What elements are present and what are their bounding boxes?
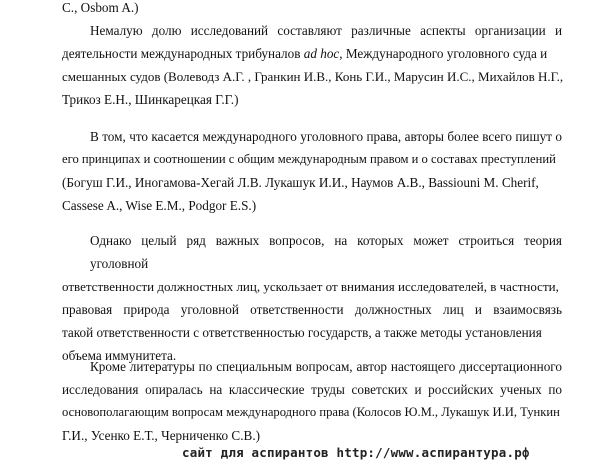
italic-term: ad hoc (303, 46, 340, 61)
text-line: ответственности должностных лиц, ускользает от внимания исследователей, в частности, (62, 279, 559, 294)
text-line: В том, что касается международного уголовного права, авторы более всего пишут о (90, 129, 562, 144)
paragraph-1 (62, 19, 562, 111)
text-line: С., Osbom A.) (62, 0, 139, 15)
paragraph-0 (62, 0, 562, 19)
text-line: (Богуш Г.И., Иногамова-Хегай Л.В. Лукашук И.И., Наумов А.В., Bassiouni M. Cherif, (62, 175, 539, 190)
site-watermark: сайт для аспирантов http://www.аспирантура.рф (182, 445, 530, 460)
paragraph-3 (62, 229, 562, 367)
text-line: объема иммунитета. (62, 348, 177, 363)
text-line: Однако целый ряд важных вопросов, на которых может строиться теория уголовной (90, 233, 562, 271)
paragraph-4 (62, 355, 562, 447)
text-line: его принципах и соотношении с общим международным правом и о составах преступлений (62, 152, 556, 166)
paragraph-2 (62, 125, 562, 217)
text-line: смешанных судов (Волеводз А.Г. , Гранкин И.В., Конь Г.И., Марусин И.С., Михайлов Н.Г., (62, 69, 564, 84)
text-line (62, 42, 562, 65)
text-line: Г.И., Усенко Е.Т., Черниченко С.В.) (62, 428, 261, 443)
text-line: такой ответственности с ответственностью государств, а также методы установления (62, 325, 542, 340)
text-line: правовая природа уголовной ответственности должностных лиц и взаимосвязь (62, 302, 562, 317)
text-line-part: деятельности международных трибуналов ad hoc, Международного уголовного суда и (62, 46, 548, 61)
text-line: Cassese A., Wise E.M., Podgor E.S.) (62, 198, 257, 213)
text-line: исследования опиралась на классические труды советских и российских ученых по (62, 382, 562, 397)
text-line: основополагающим вопросам международного права (Колосов Ю.М., Лукашук И.И, Тункин (62, 405, 560, 419)
text-line: Немалую долю исследований составляют различные аспекты организации и (90, 23, 562, 38)
text-line: Трикоз Е.Н., Шинкарецкая Г.Г.) (62, 92, 239, 107)
text-line: Кроме литературы по специальным вопросам, автор настоящего диссертационного (90, 359, 562, 374)
